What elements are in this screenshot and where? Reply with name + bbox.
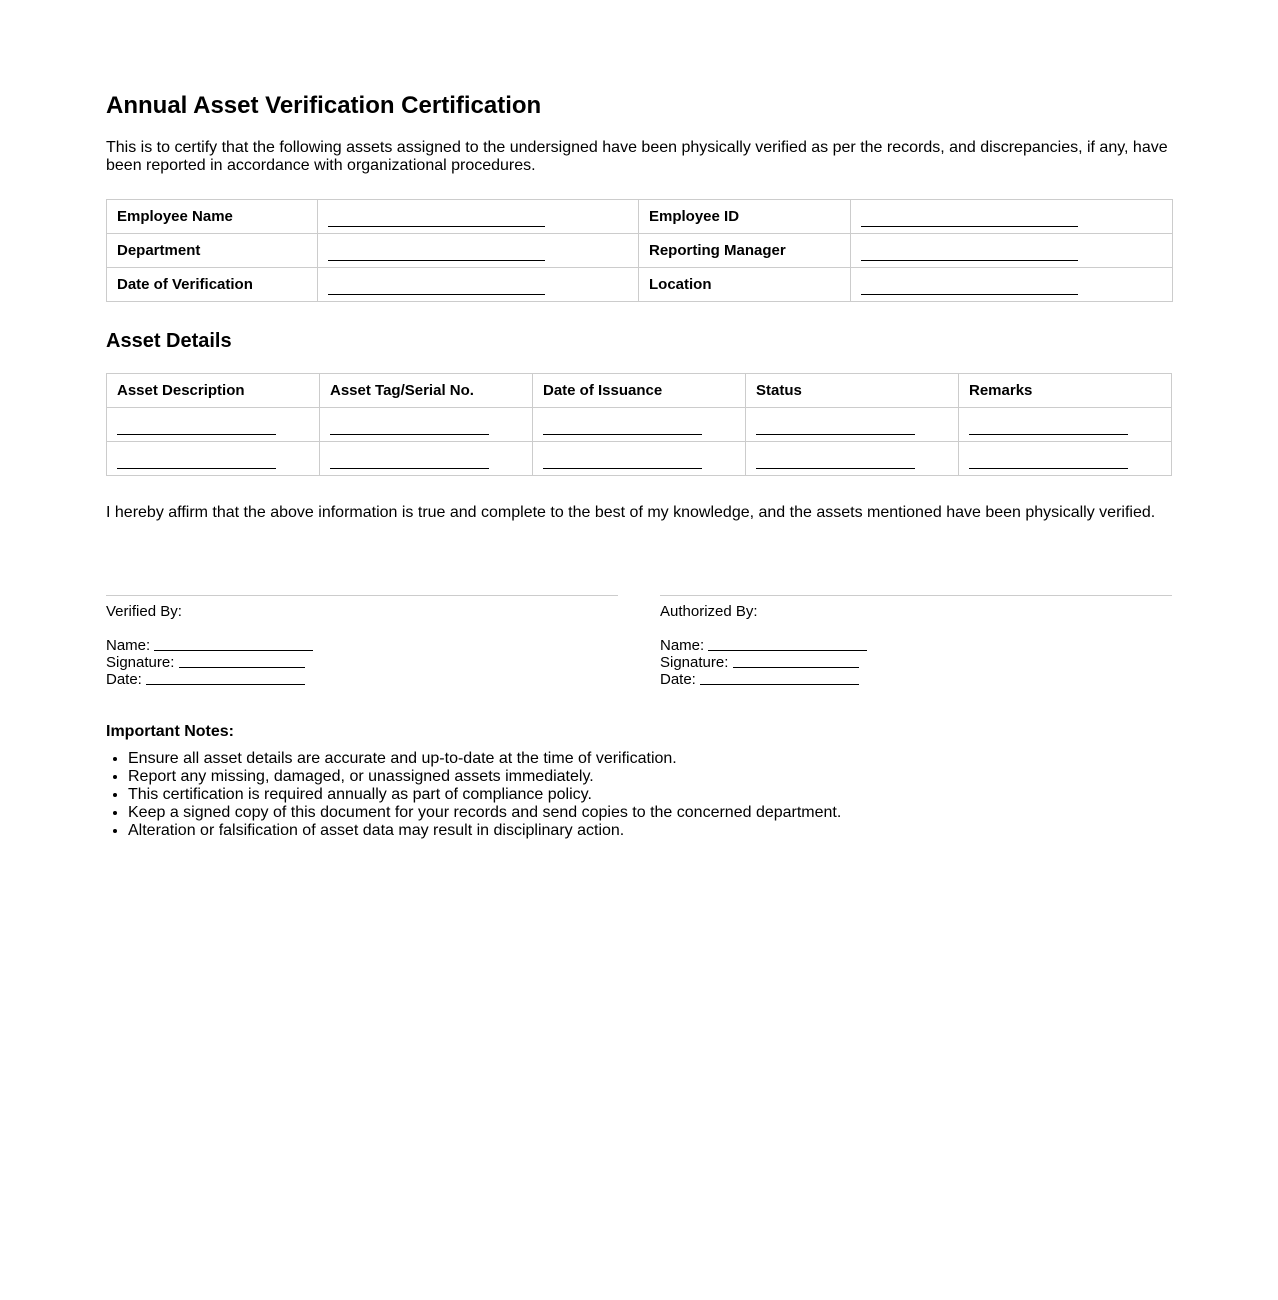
list-item: • Ensure all asset details are accurate and up-to-date at the time of verification.	[128, 750, 1172, 768]
asset-details-heading: Asset Details	[106, 330, 232, 352]
employee-name-blank[interactable]	[328, 212, 545, 227]
verified-by-title: Verified By:	[106, 603, 182, 620]
remarks-blank[interactable]	[969, 420, 1128, 435]
verified-date-line	[106, 671, 618, 688]
verified-name-blank[interactable]	[154, 636, 313, 651]
column-header-date-of-issuance: Date of Issuance	[533, 374, 746, 408]
remarks-cell[interactable]	[959, 408, 1172, 442]
authorized-name-blank[interactable]	[708, 636, 867, 651]
list-item: • This certification is required annually as part of compliance policy.	[128, 786, 1172, 804]
authorized-signature-label: Signature:	[660, 654, 729, 671]
asset-description-blank[interactable]	[117, 454, 276, 469]
verified-name-label: Name:	[106, 637, 151, 654]
authorized-by-title: Authorized By:	[660, 603, 758, 620]
list-item: • Alteration or falsification of asset data may result in disciplinary action.	[128, 822, 1172, 840]
employee-info-table	[106, 199, 1173, 302]
employee-name-field[interactable]	[318, 200, 639, 234]
reporting-manager-label: Reporting Manager	[639, 234, 851, 268]
employee-id-label: Employee ID	[639, 200, 851, 234]
remarks-cell[interactable]	[959, 442, 1172, 476]
asset-tag-blank[interactable]	[330, 420, 489, 435]
employee-id-field[interactable]	[851, 200, 1173, 234]
status-cell[interactable]	[746, 442, 959, 476]
column-header-status: Status	[746, 374, 959, 408]
asset-description-blank[interactable]	[117, 420, 276, 435]
authorized-date-label: Date:	[660, 671, 696, 688]
department-field[interactable]	[318, 234, 639, 268]
column-header-asset-description: Asset Description	[107, 374, 320, 408]
authorized-by-block	[660, 595, 1172, 688]
info-row	[107, 268, 1173, 302]
authorized-signature-blank[interactable]	[733, 653, 859, 668]
info-row	[107, 200, 1173, 234]
employee-name-label: Employee Name	[107, 200, 318, 234]
status-blank[interactable]	[756, 420, 915, 435]
reporting-manager-blank[interactable]	[861, 246, 1078, 261]
asset-table-header-row	[107, 374, 1172, 408]
date-of-issuance-cell[interactable]	[533, 408, 746, 442]
department-blank[interactable]	[328, 246, 545, 261]
list-item: • Keep a signed copy of this document for your records and send copies to the concerned department.	[128, 804, 1172, 822]
asset-tag-cell[interactable]	[320, 408, 533, 442]
date-of-issuance-blank[interactable]	[543, 420, 702, 435]
page-title: Annual Asset Verification Certification	[106, 92, 542, 119]
date-of-verification-field[interactable]	[318, 268, 639, 302]
remarks-blank[interactable]	[969, 454, 1128, 469]
date-of-issuance-cell[interactable]	[533, 442, 746, 476]
employee-id-blank[interactable]	[861, 212, 1078, 227]
verified-by-block	[106, 595, 618, 688]
date-of-issuance-blank[interactable]	[543, 454, 702, 469]
date-of-verification-label: Date of Verification	[107, 268, 318, 302]
important-notes-title: Important Notes:	[106, 723, 234, 740]
authorized-name-line	[660, 637, 1172, 654]
department-label: Department	[107, 234, 318, 268]
location-label: Location	[639, 268, 851, 302]
document-page	[106, 0, 1172, 840]
asset-description-cell[interactable]	[107, 442, 320, 476]
asset-details-table	[106, 373, 1172, 476]
location-blank[interactable]	[861, 280, 1078, 295]
intro-paragraph: This is to certify that the following assets assigned to the undersigned have been physically verified as per the records, and discrepancies, if any, have been reported in accordance with organizational procedures.	[106, 139, 1168, 174]
verified-signature-line	[106, 654, 618, 671]
verified-by-fields	[106, 637, 618, 688]
authorized-signature-line	[660, 654, 1172, 671]
affirmation-statement: I hereby affirm that the above information is true and complete to the best of my knowledge, and the assets mentioned have been physically verified.	[106, 504, 1156, 521]
reporting-manager-field[interactable]	[851, 234, 1173, 268]
list-item: • Report any missing, damaged, or unassigned assets immediately.	[128, 768, 1172, 786]
authorized-name-label: Name:	[660, 637, 705, 654]
info-row	[107, 234, 1173, 268]
column-header-asset-tag: Asset Tag/Serial No.	[320, 374, 533, 408]
verified-name-line	[106, 637, 618, 654]
authorized-date-blank[interactable]	[700, 670, 859, 685]
location-field[interactable]	[851, 268, 1173, 302]
asset-tag-cell[interactable]	[320, 442, 533, 476]
authorized-by-fields	[660, 637, 1172, 688]
verified-signature-blank[interactable]	[179, 653, 305, 668]
asset-tag-blank[interactable]	[330, 454, 489, 469]
status-cell[interactable]	[746, 408, 959, 442]
status-blank[interactable]	[756, 454, 915, 469]
verified-date-label: Date:	[106, 671, 142, 688]
authorized-date-line	[660, 671, 1172, 688]
verified-signature-label: Signature:	[106, 654, 175, 671]
verified-date-blank[interactable]	[146, 670, 305, 685]
important-notes-list	[106, 750, 1172, 840]
table-row	[107, 442, 1172, 476]
signature-area	[106, 595, 1172, 688]
date-of-verification-blank[interactable]	[328, 280, 545, 295]
table-row	[107, 408, 1172, 442]
column-header-remarks: Remarks	[959, 374, 1172, 408]
asset-description-cell[interactable]	[107, 408, 320, 442]
